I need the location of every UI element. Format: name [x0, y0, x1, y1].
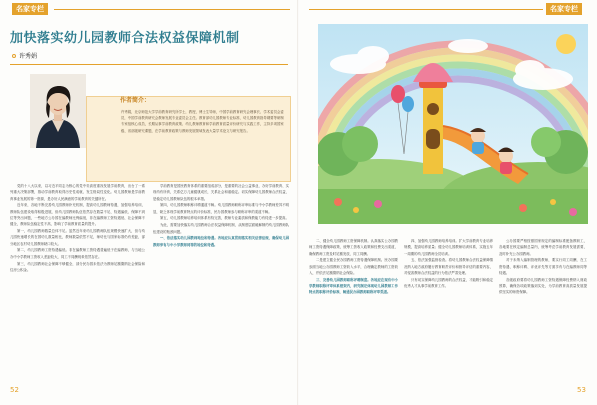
author-photo — [30, 74, 86, 148]
paragraph: 五、依法加强监督检查。将幼儿园教师合法权益保障情况纳入地方政府履行教育职责评价和督导评估的重要内容，对侵害教师合法权益的行为依法严肃处理。 — [404, 258, 493, 275]
right-page-column-2 — [404, 238, 493, 290]
paragraph: 第一，幼儿园教师数量总体不足。虽然近年来幼儿园教师队伍规模快速扩大，但与幼儿园快速增长的在园幼儿数量相比，教师数量依然不足，师幼比与国家标准仍有差距，部分地区农村幼儿园教师缺口较大。 — [10, 229, 145, 246]
title-divider — [10, 64, 288, 65]
column-tab-left: 名家专栏 — [12, 3, 48, 15]
paragraph: 为此，需要加快落实幼儿园教师合法权益保障机制，从制度层面破解制约幼儿园教师队伍建设的瓶颈问题。 — [153, 223, 289, 234]
paragraph: 党的十八大以来，以习近平同志为核心的党中央高度重视发展学前教育，出台了一系列重大决策部署，推动学前教育取得历史性成就、发生格局性变化。幼儿园教师是学前教育事业发展的第一资源，是办好人民满意的学前教育的关键所在。 — [10, 184, 145, 201]
paragraph: 公办园要严格按照国家规定的编制标准配备教职工，各地要在核定编制总量内，统筹考虑学前教育发展需要，及时补充公办园教师。 — [499, 239, 587, 256]
paragraph: 近年来，各地不断完善幼儿园教师补充机制，提高幼儿园教师待遇，加强培养培训，教师队伍建设取得积极进展，但幼儿园教师队伍依然存在数量不足、待遇偏低、保障不到位等突出问题，一些地方公办园在编教师比例偏低，非在编教师工资待遇低、社会保障不健全，教师队伍稳定性不高，影响了学前教育质量的提升。 — [10, 203, 145, 227]
author-dot-icon — [12, 54, 16, 58]
author-bio-box — [86, 96, 291, 182]
author-name: 许秀娟 — [19, 53, 38, 60]
playground-scene-icon — [318, 24, 588, 224]
header-rule-left — [54, 9, 290, 10]
page-number-left: 52 — [10, 386, 19, 394]
author-bio-text: 许秀娟，北京师范大学学前教育研究所学士，教授，博士生导师，中国学前教育研究会理事长、学术委员会委员，中国学前教育研究会教师发展专业委员会主任。教育部幼儿园教师专业标准、幼儿园教育指导纲要等研制专家组核心成员，长期从事学前教育政策、幼儿教师教育和学前教育质量评价研究与实践工作，主持多项国家级、省部级研究课题，在学前教育政策与教师发展领域发表大量学术论文与研究报告。 — [121, 110, 284, 133]
section-heading: 一、依法落实幼儿园教师地位和待遇。各地应认真贯彻落实相关法律法规，确保幼儿园教师享有与中小学教师同等的地位和待遇。 — [153, 236, 289, 247]
paragraph: 各级政府要将幼儿园教师工资待遇保障经费纳入财政预算，确保各项政策落到实处，为学前教育高质量发展提供坚实的师资保障。 — [499, 277, 587, 295]
header-rule-right — [309, 9, 543, 10]
section-heading: 三、完善幼儿园教师职称评聘制度。各地应在现有中小学教师职称评审体系框架内，研究制定体现幼儿园教师工作特点的职称评价标准，畅通民办园教师职称评审渠道。 — [309, 277, 398, 295]
playground-illustration — [318, 24, 588, 224]
author-line — [12, 51, 37, 60]
column-tab-right: 名家专栏 — [546, 3, 582, 15]
right-page-column-1 — [309, 238, 398, 296]
paragraph: 第四，幼儿园教师职称评聘通道不畅。幼儿园教师职称评审标准与中小学教师差异不明显，缺乏体现学前教育特点的评价标准，民办园教师参与职称评审的渠道不畅。 — [153, 203, 289, 214]
paragraph: 二、健全幼儿园教师工资保障机制。认真落实公办园教师工资待遇保障政策，统筹工资收入政策和经费支出渠道，确保教师工资及时足额发放、同工同酬。 — [309, 239, 398, 256]
author-portrait-icon — [30, 74, 86, 148]
left-page-column-1 — [10, 183, 145, 274]
paragraph: 第二，幼儿园教师工资待遇偏低。非在编教师工资待遇普遍低于在编教师，与当地公办中小学教师工资收入差距较大，同工不同酬现象依然存在。 — [10, 248, 145, 259]
paragraph: 四、加强幼儿园教师培养培训。扩大学前教育专业培养规模，提高培养质量；健全幼儿园教师培训体系，实施五年一周期的幼儿园教师全员培训。 — [404, 239, 493, 256]
paragraph: 二是建立健全民办园教师工资待遇保障机制。民办园要参照当地公办园教师工资收入水平，合理确定教师的工资收入，并依法足额缴纳社会保险。 — [309, 258, 398, 275]
paragraph: 学前教育是国民教育体系的重要组成部分，是重要的社会公益事业，办好学前教育、实现幼有所育，关系亿万儿童健康成长，关系社会和谐稳定。切实保障幼儿园教师合法权益，是稳定幼儿园教师队伍的根本举措。 — [153, 184, 289, 201]
author-bio-label: 作者简介： — [120, 97, 151, 104]
page-number-right: 53 — [577, 386, 586, 394]
paragraph: 只有切实保障幼儿园教师的合法权益，才能吸引和稳定优秀人才从事学前教育工作。 — [404, 277, 493, 289]
paragraph: 对于未纳入编制管理的教师，要实行同工同酬，在工资待遇、职称评聘、评优评先等方面享有与在编教师同等待遇。 — [499, 258, 587, 275]
left-page — [0, 0, 298, 405]
right-page-column-3 — [499, 238, 587, 296]
article-title: 加快落实幼儿园教师合法权益保障机制 — [10, 31, 240, 46]
paragraph: 第五，幼儿园教师培养培训体系有待完善，教师专业素质和保教能力有待进一步提高。 — [160, 216, 289, 221]
left-page-column-2 — [153, 183, 289, 248]
paragraph: 第三，幼儿园教师社会保障不够健全，部分民办园未依法为教师足额缴纳社会保险和住房公积金。 — [10, 261, 145, 272]
